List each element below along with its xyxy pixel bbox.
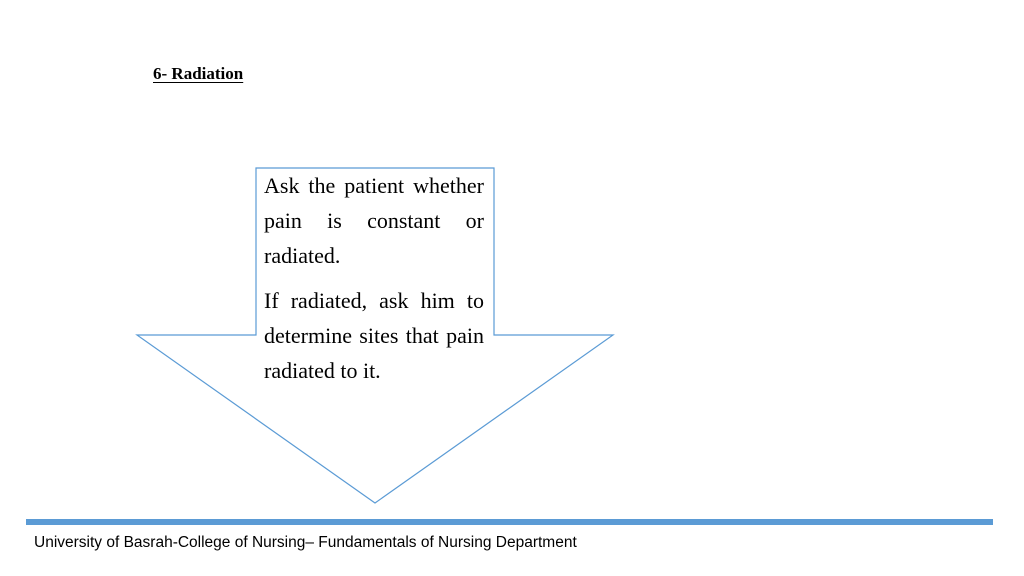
callout-text (264, 168, 484, 398)
callout-paragraph-1: Ask the patient whether pain is constant or radiated. (264, 173, 484, 268)
footer-text: University of Basrah-College of Nursing– Fundamentals of Nursing Department (34, 534, 577, 551)
callout-paragraph-2: If radiated, ask him to determine sites that pain radiated to it. (264, 288, 484, 383)
slide-heading: 6- Radiation (153, 64, 244, 83)
footer-divider (26, 519, 993, 525)
